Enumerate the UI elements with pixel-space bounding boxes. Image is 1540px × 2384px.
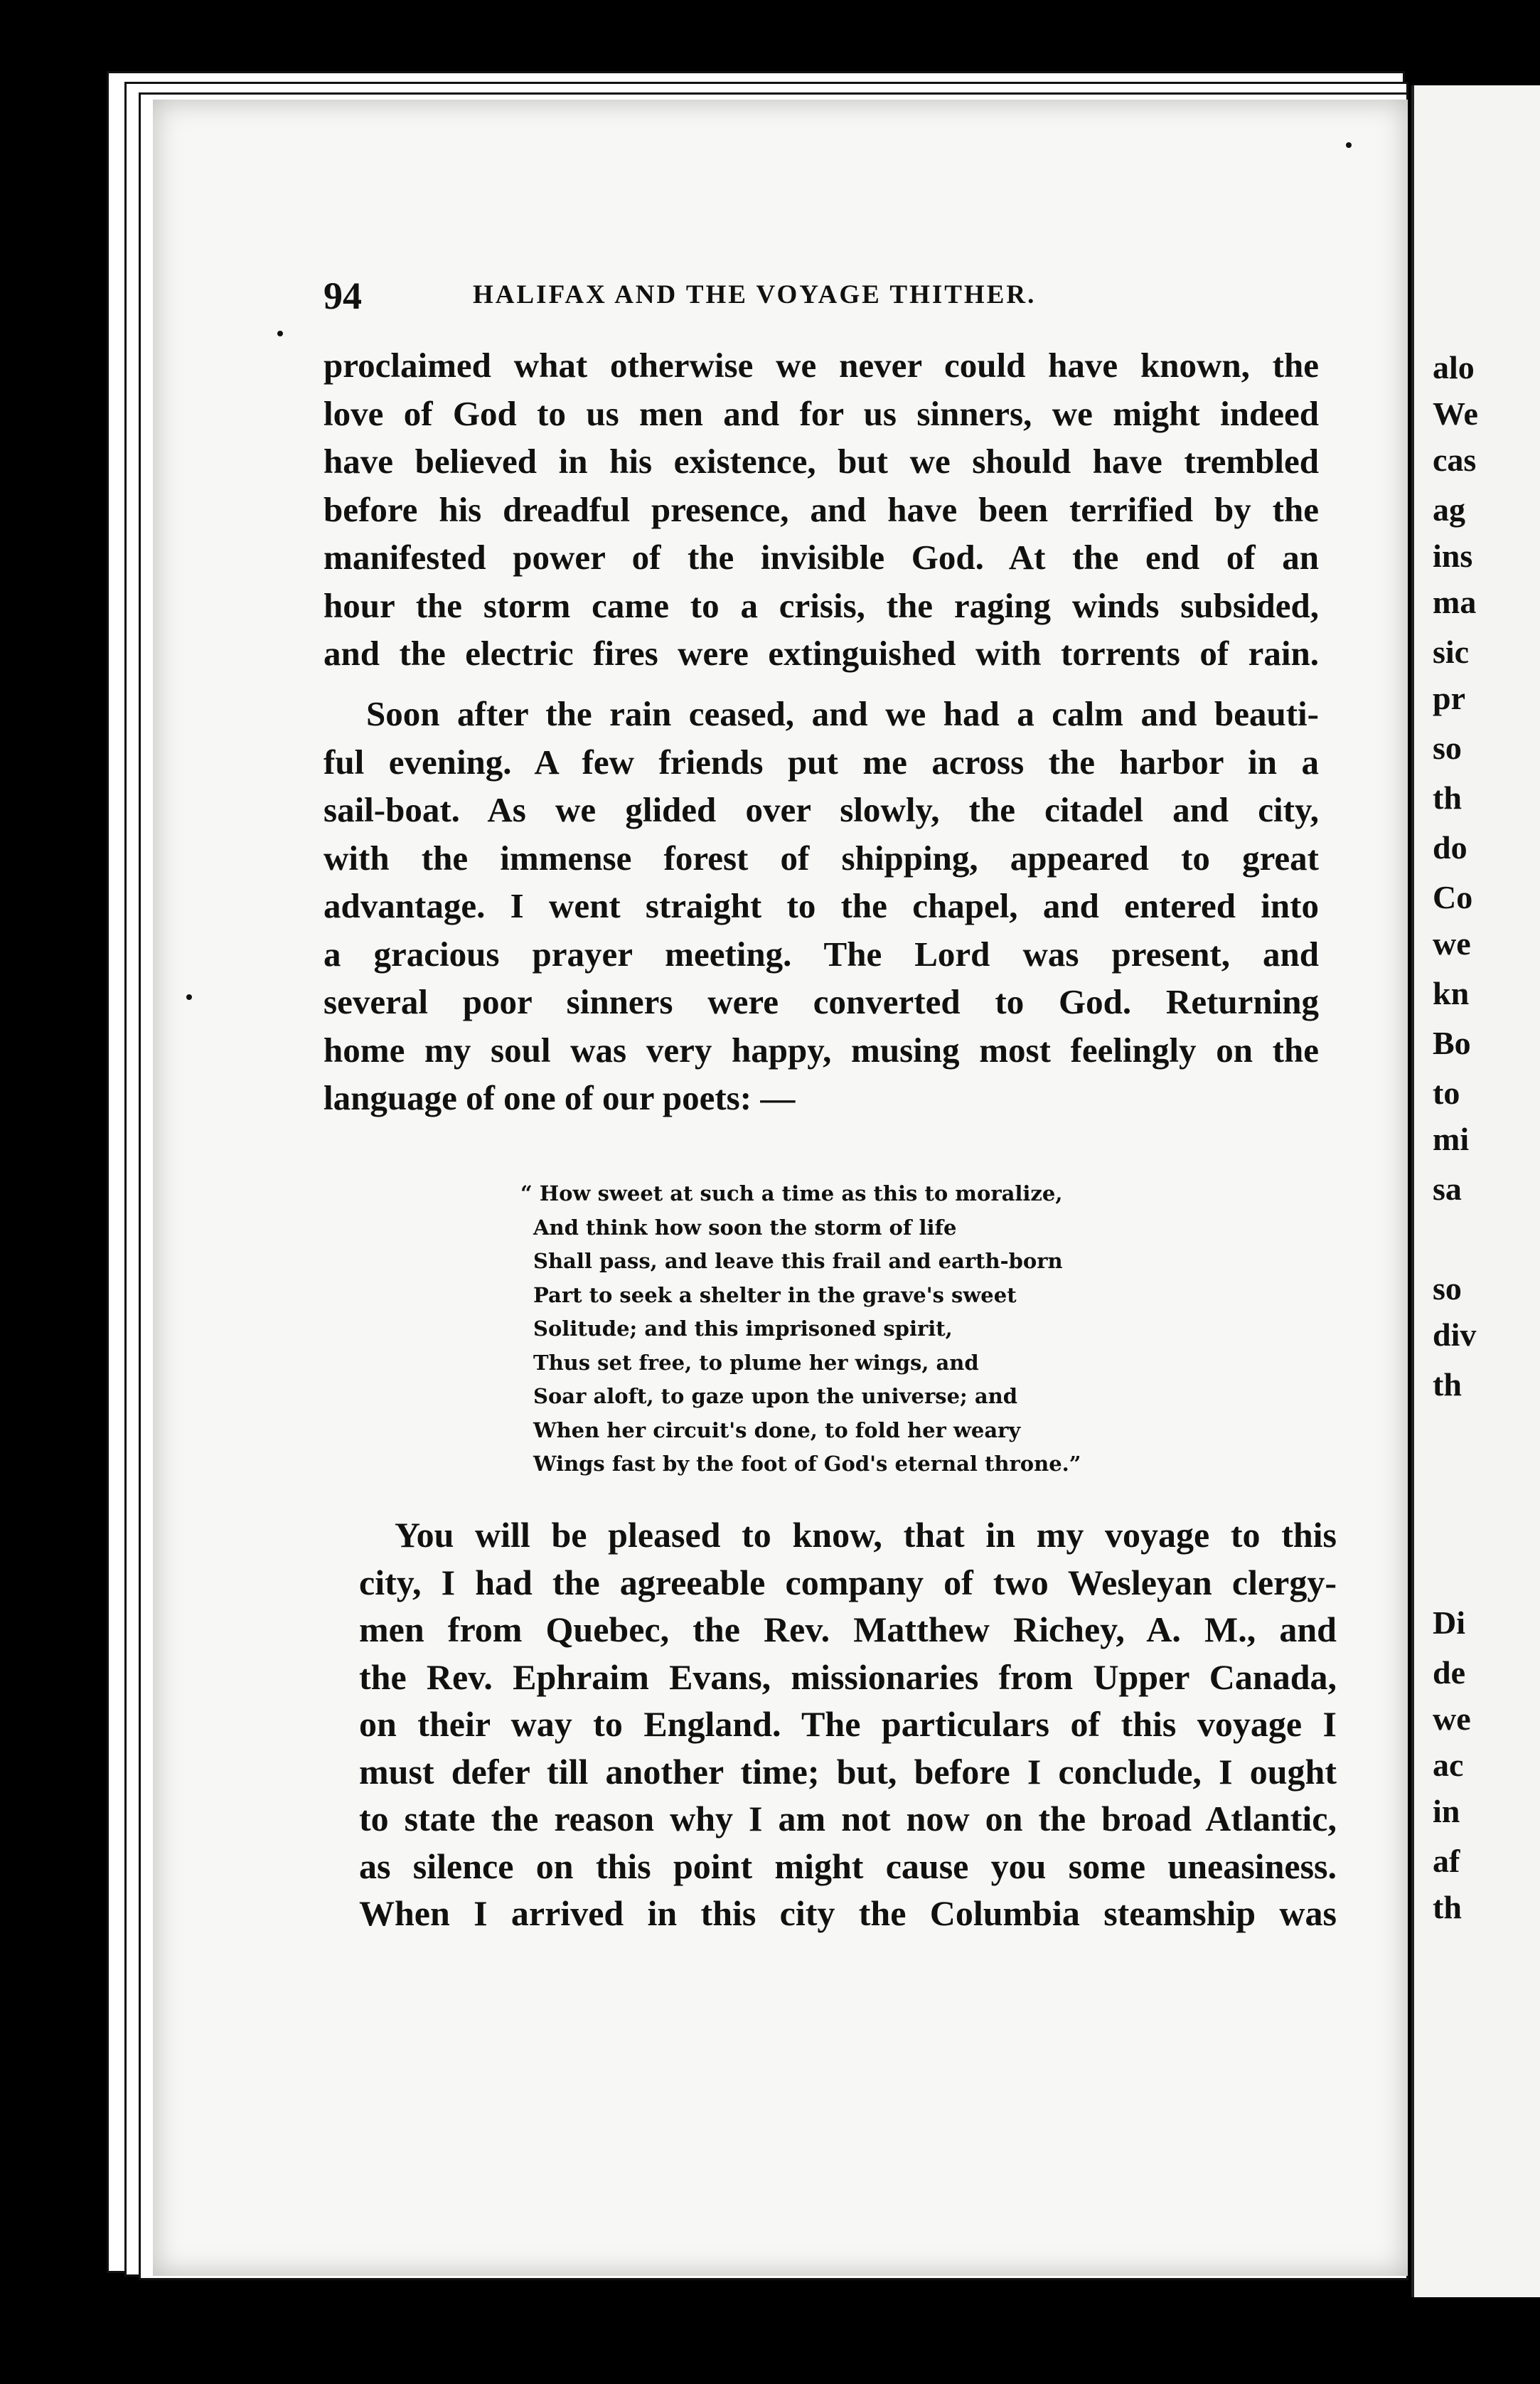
next-page-fragment: th bbox=[1433, 779, 1462, 816]
text-line: several poor sinners were converted to God. Returning bbox=[323, 982, 1319, 1021]
ink-speck bbox=[1346, 142, 1352, 148]
paragraph-2 bbox=[323, 690, 1319, 1122]
text-line: as silence on this point might cause you some uneasiness. bbox=[359, 1846, 1337, 1886]
next-page-fragment: ac bbox=[1433, 1747, 1464, 1783]
ink-speck bbox=[186, 994, 192, 1000]
next-page-fragment: div bbox=[1433, 1316, 1477, 1353]
poem-line: “ How sweet at such a time as this to moralize, bbox=[520, 1181, 1063, 1206]
text-line: Soon after the rain ceased, and we had a calm and beauti- bbox=[366, 694, 1319, 733]
text-line: must defer till another time; but, before I conclude, I ought bbox=[359, 1751, 1337, 1792]
text-line: have believed in his existence, but we should have trembled bbox=[323, 442, 1319, 481]
text-line: on their way to England. The particulars of this voyage I bbox=[359, 1704, 1337, 1744]
next-page-fragment: Bo bbox=[1433, 1025, 1471, 1061]
poem-line: Part to seek a shelter in the grave's sweet bbox=[533, 1282, 1017, 1307]
next-page-fragment: We bbox=[1433, 395, 1478, 432]
text-line: proclaimed what otherwise we never could have known, the bbox=[323, 346, 1319, 385]
poem-line: Wings fast by the foot of God's eternal throne.” bbox=[533, 1452, 1081, 1476]
page-header bbox=[323, 274, 1319, 316]
next-page-fragment: we bbox=[1433, 925, 1471, 962]
text-line: love of God to us men and for us sinners, we might indeed bbox=[323, 393, 1319, 433]
next-page-fragment: mi bbox=[1433, 1121, 1470, 1157]
text-line: When I arrived in this city the Columbia steamship was bbox=[359, 1893, 1337, 1933]
next-page-fragment: th bbox=[1433, 1366, 1462, 1403]
poem-line: Solitude; and this imprisoned spirit, bbox=[533, 1316, 953, 1341]
paragraph-3 bbox=[359, 1511, 1337, 1937]
text-line: and the electric fires were extinguished with torrents of rain. bbox=[323, 634, 1319, 673]
paragraph-1 bbox=[323, 341, 1319, 678]
ink-speck bbox=[277, 331, 283, 336]
next-page-fragment: ma bbox=[1433, 584, 1477, 620]
text-line: ful evening. A few friends put me across the harbor in a bbox=[323, 742, 1319, 782]
text-line: language of one of our poets: — bbox=[323, 1078, 796, 1117]
text-line: the Rev. Ephraim Evans, missionaries from Upper Canada, bbox=[359, 1656, 1337, 1697]
next-page-fragment: de bbox=[1433, 1654, 1465, 1691]
next-page-fragment: so bbox=[1433, 730, 1462, 766]
text-line: sail-boat. As we glided over slowly, the citadel and city, bbox=[323, 790, 1319, 829]
running-head: HALIFAX AND THE VOYAGE THITHER. bbox=[473, 280, 1037, 309]
text-line: city, I had the agreeable company of two Wesleyan clergy- bbox=[359, 1562, 1337, 1602]
page-number: 94 bbox=[323, 275, 362, 317]
adjacent-page-strip bbox=[1411, 85, 1540, 2297]
poem-quote bbox=[520, 1177, 1173, 1481]
next-page-fragment: th bbox=[1433, 1889, 1462, 1925]
next-page-fragment: ins bbox=[1433, 538, 1473, 574]
text-line: hour the storm came to a crisis, the raging winds subsided, bbox=[323, 585, 1319, 625]
text-line: to state the reason why I am not now on the broad Atlantic, bbox=[359, 1799, 1337, 1838]
next-page-fragment: pr bbox=[1433, 680, 1465, 716]
text-line: You will be pleased to know, that in my voyage to this bbox=[395, 1515, 1337, 1555]
next-page-fragment: kn bbox=[1433, 975, 1470, 1011]
text-line: home my soul was very happy, musing most feelingly on the bbox=[323, 1030, 1319, 1070]
poem-line: Shall pass, and leave this frail and earth-born bbox=[533, 1249, 1063, 1273]
text-line: manifested power of the invisible God. At the end of an bbox=[323, 538, 1319, 577]
next-page-fragment: ag bbox=[1433, 491, 1465, 528]
next-page-fragment: sic bbox=[1433, 634, 1470, 670]
poem-line: Thus set free, to plume her wings, and bbox=[533, 1350, 979, 1375]
next-page-fragment: alo bbox=[1433, 349, 1475, 385]
next-page-fragment: we bbox=[1433, 1701, 1471, 1737]
next-page-fragment: in bbox=[1433, 1793, 1460, 1829]
next-page-fragment: so bbox=[1433, 1270, 1462, 1307]
poem-line: When her circuit's done, to fold her weary bbox=[533, 1417, 1021, 1442]
poem-line: And think how soon the storm of life bbox=[533, 1215, 957, 1240]
text-line: men from Quebec, the Rev. Matthew Richey, A. M., and bbox=[359, 1609, 1337, 1649]
text-line: before his dreadful presence, and have been terrified by the bbox=[323, 489, 1319, 529]
next-page-fragment: do bbox=[1433, 829, 1467, 866]
next-page-fragment: af bbox=[1433, 1843, 1460, 1879]
text-line: advantage. I went straight to the chapel, and entered into bbox=[323, 886, 1319, 925]
next-page-fragment: Co bbox=[1433, 879, 1473, 915]
text-line: with the immense forest of shipping, appeared to great bbox=[323, 838, 1319, 878]
poem-line: Soar aloft, to gaze upon the universe; and bbox=[533, 1384, 1017, 1408]
text-line: a gracious prayer meeting. The Lord was present, and bbox=[323, 934, 1319, 974]
next-page-fragment: cas bbox=[1433, 442, 1477, 478]
next-page-fragment: sa bbox=[1433, 1171, 1462, 1207]
next-page-fragment: Di bbox=[1433, 1605, 1465, 1641]
next-page-fragment: to bbox=[1433, 1075, 1460, 1111]
